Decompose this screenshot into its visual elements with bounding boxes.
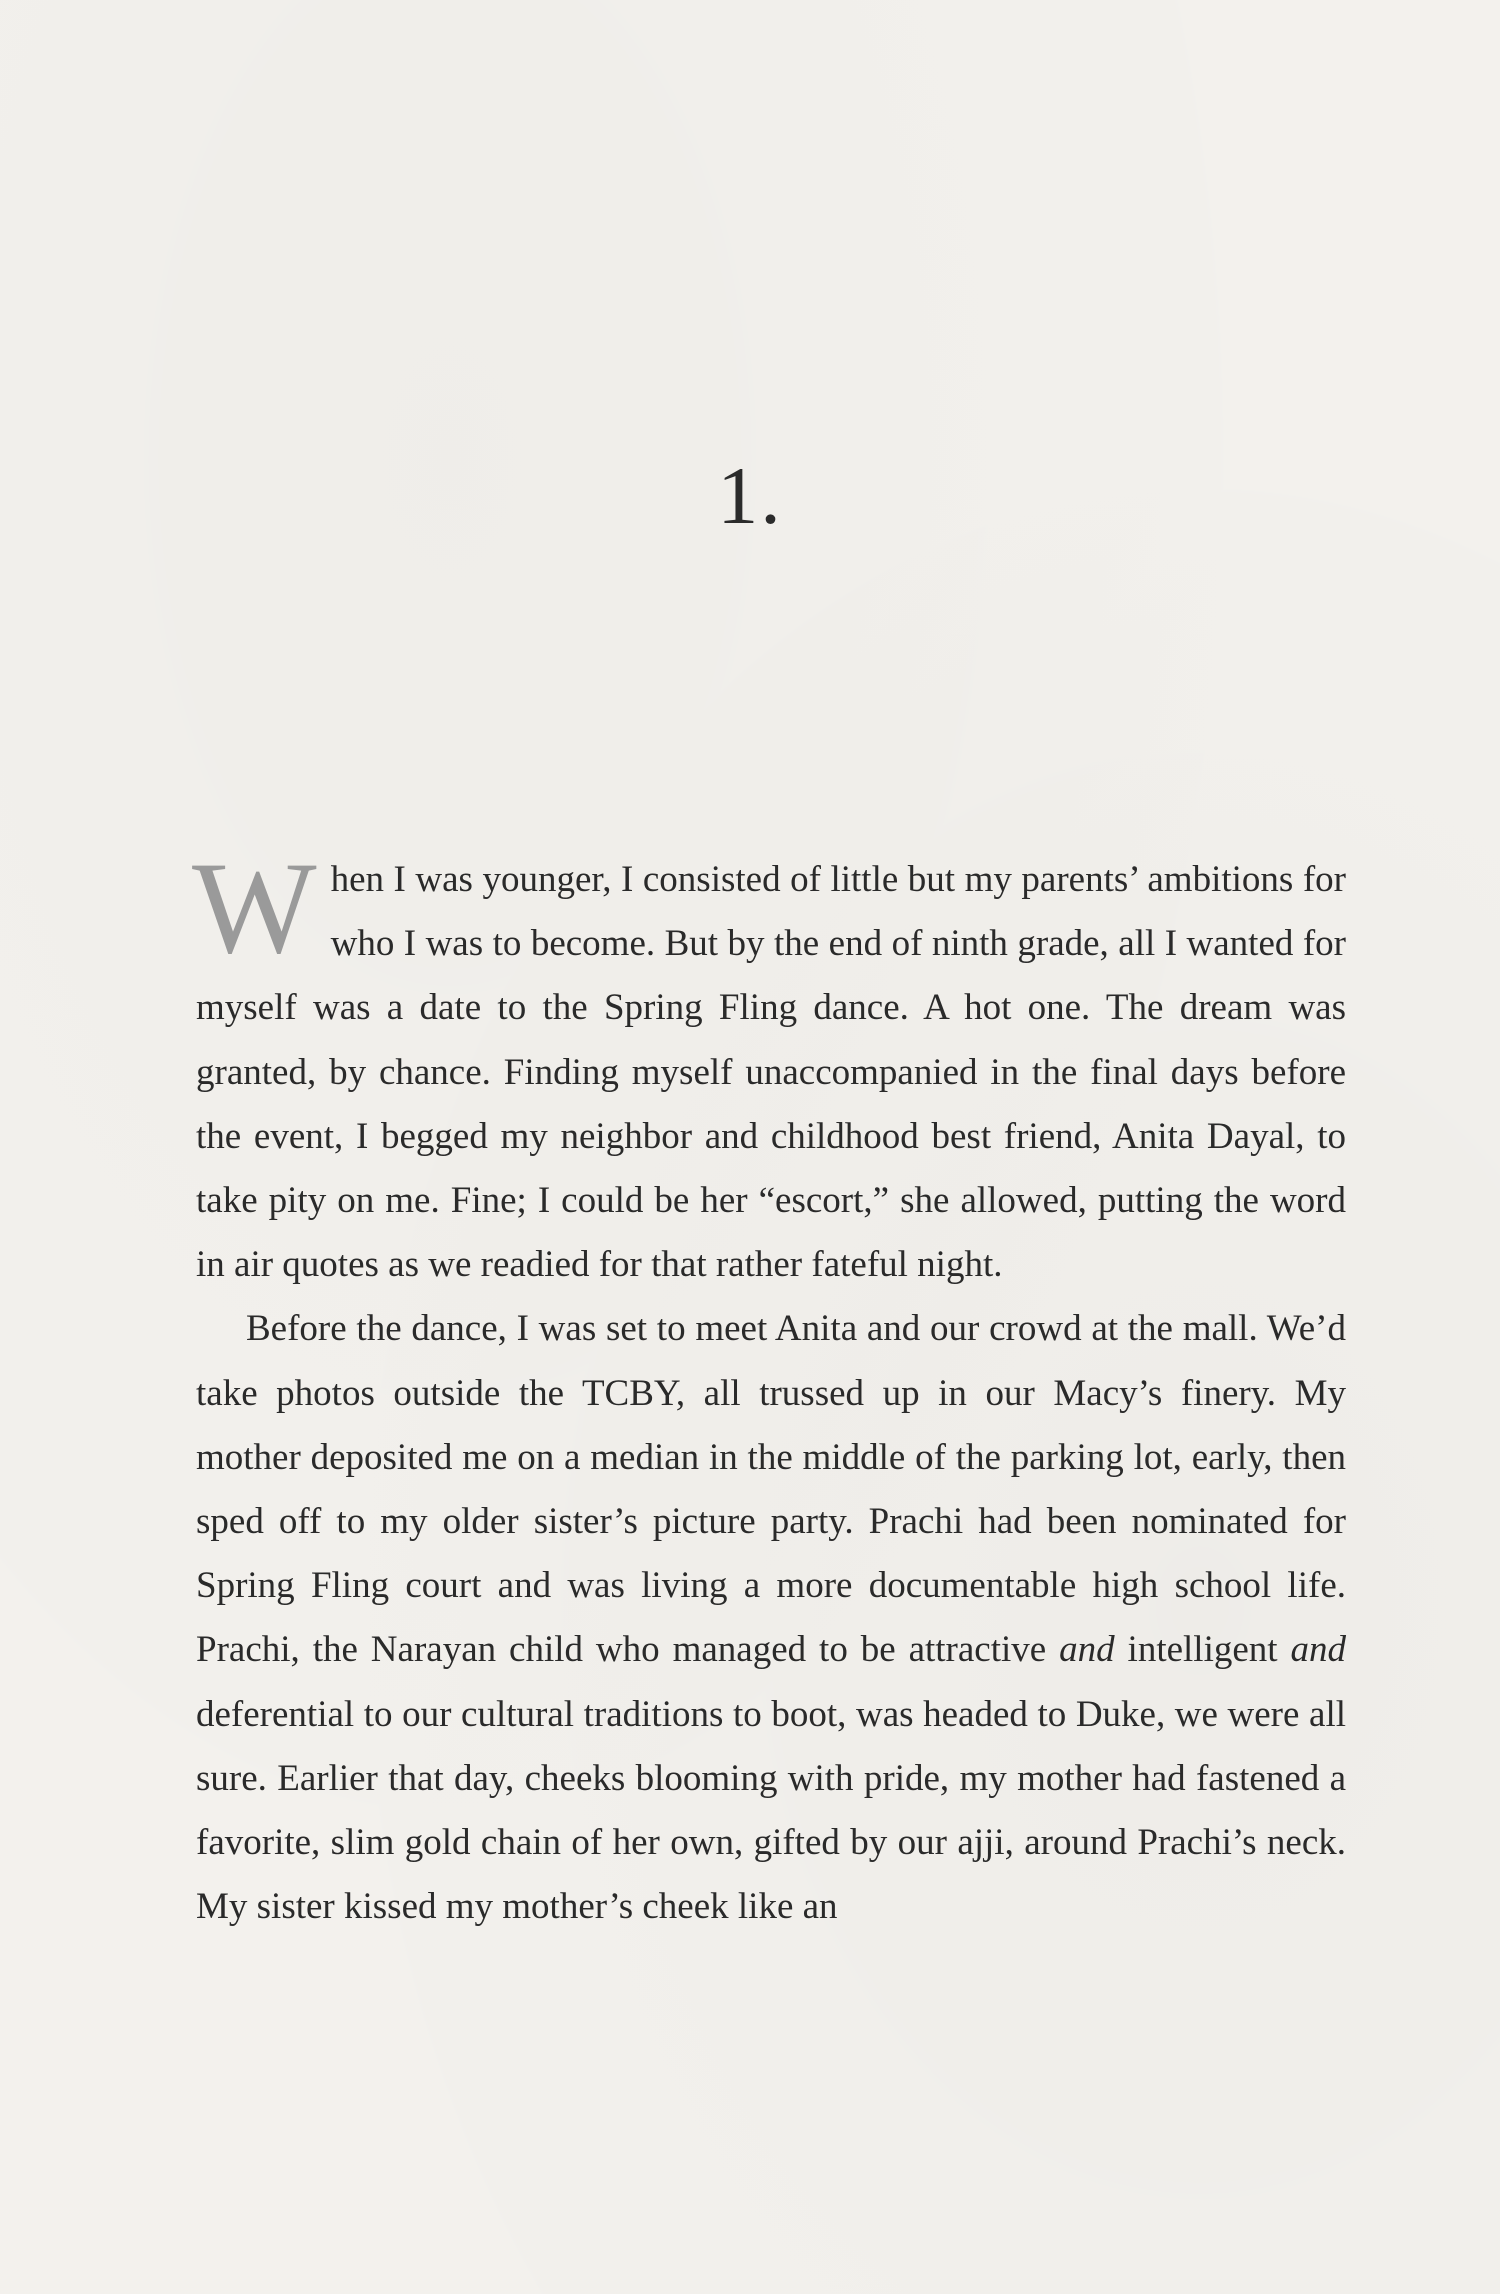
- paragraph-2-segment-1: Before the dance, I was set to meet Anita and our crowd at the mall. We’d take photos outside the TCBY, all trussed up in our Macy’s finery. My mother deposited me on a median in the middle of the parking lot, early, then sped off to my older sister’s picture party. Prachi had been nominated for Spring Fling court and was living a more documentable high school life. Prachi, the Narayan child who managed to be attractive: [196, 1308, 1346, 1671]
- drop-cap-letter: W: [192, 834, 317, 981]
- chapter-body-text: [192, 834, 1346, 1939]
- chapter-number: 1.: [717, 450, 783, 541]
- paragraph-2-segment-2: intelligent: [1114, 1629, 1291, 1671]
- paragraph-1-text: hen I was younger, I consisted of little but my parents’ ambitions for who I was to become. But by the end of ninth grade, all I wanted for myself was a date to the Spring Fling dance. A hot one. The dream was granted, by chance. Finding myself unaccompanied in the final days before the event, I begged my neighbor and childhood best friend, Anita Dayal, to take pity on me. Fine; I could be her “escort,” she allowed, putting the word in air quotes as we readied for that rather fateful night.: [196, 859, 1346, 1286]
- emphasis-and-1: and: [1059, 1629, 1115, 1671]
- paragraph-2: [196, 1297, 1346, 1939]
- emphasis-and-2: and: [1290, 1629, 1346, 1671]
- paragraph-2-segment-3: deferential to our cultural traditions to boot, was headed to Duke, we were all sure. Earlier that day, cheeks blooming with pride, my mother had fastened a favorite, slim gold chain of her own, gifted by our ajji, around Prachi’s neck. My sister kissed my mother’s cheek like an: [196, 1693, 1346, 1928]
- paragraph-1: [192, 834, 1346, 1297]
